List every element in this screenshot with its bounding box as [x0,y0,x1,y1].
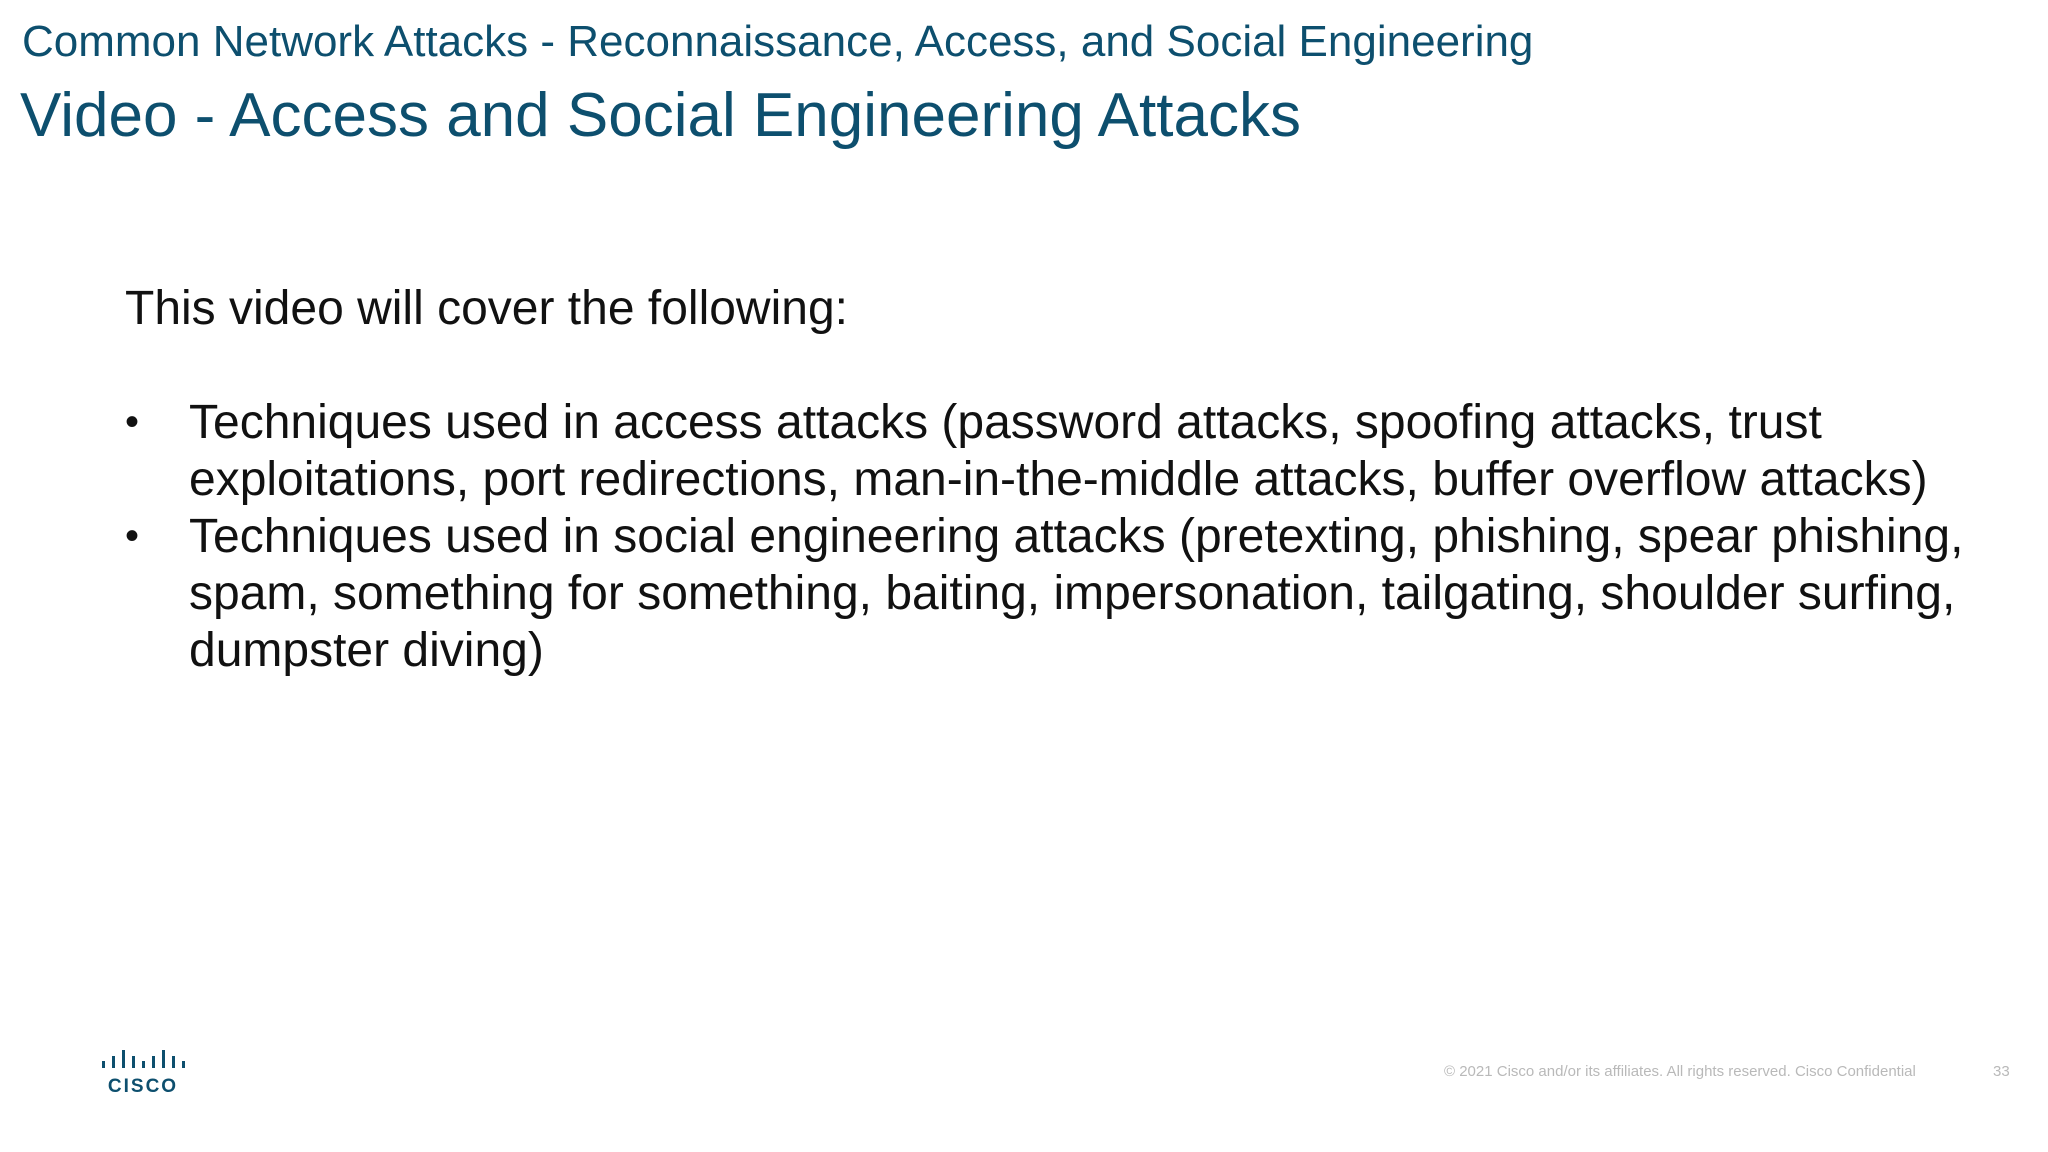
cisco-bars-icon [102,1050,185,1068]
slide-content [125,280,1985,679]
page-number: 33 [1993,1063,2010,1080]
bullet-text: Techniques used in social engineering attacks (pretexting, phishing, spear phishing, spam, something for something, baiting, impersonation, tailgating, shoulder surfing, dumpster diving) [189,510,1964,677]
bullet-text: Techniques used in access attacks (password attacks, spoofing attacks, trust exploitations, port redirections, man-in-the-middle attacks, buffer overflow attacks) [189,396,1928,506]
cisco-logo-text: CISCO [107,1076,179,1096]
cisco-logo [100,1050,190,1096]
bullet-item-access-attacks [125,394,1985,508]
bullet-item-social-engineering [125,508,1985,679]
intro-text: This video will cover the following: [125,282,848,335]
bullet-icon: • [125,514,140,558]
slide-title: Video - Access and Social Engineering Attacks [20,81,1301,150]
section-title: Common Network Attacks - Reconnaissance, Access, and Social Engineering [22,17,1534,66]
copyright-notice: © 2021 Cisco and/or its affiliates. All rights reserved. Cisco Confidential [1444,1063,1916,1080]
bullet-list [125,394,1985,679]
bullet-icon: • [125,400,140,444]
